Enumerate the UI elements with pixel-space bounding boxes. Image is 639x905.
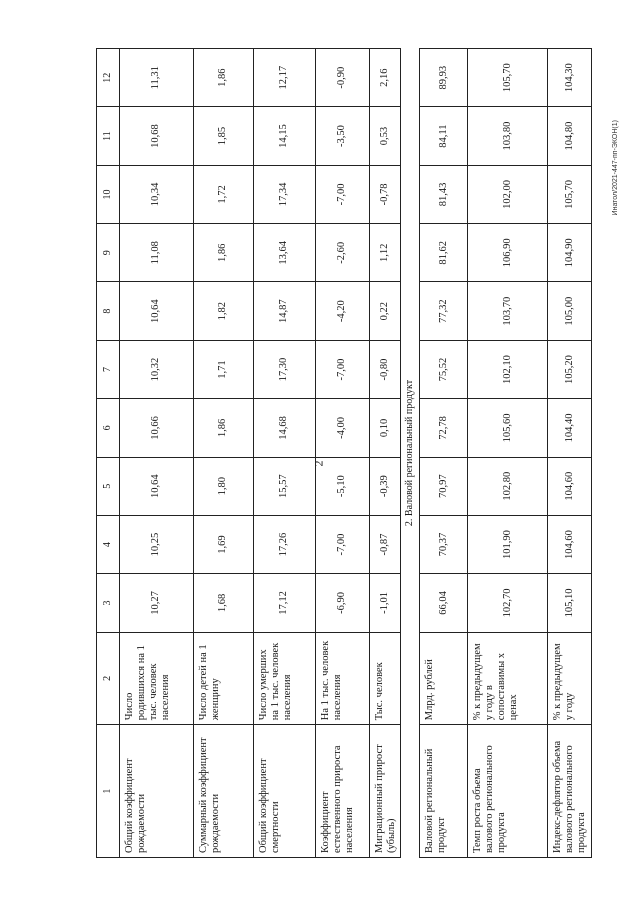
indicator-unit: % к предыдущем у году в сопоставимы х ценах — [468, 632, 548, 725]
value-cell: 10,64 — [120, 282, 194, 340]
table-header-row — [97, 49, 120, 858]
value-cell: -7,00 — [316, 165, 370, 223]
value-cell: 72,78 — [420, 399, 468, 457]
section-title-row — [401, 49, 420, 858]
value-cell: -2,60 — [316, 224, 370, 282]
header-cell: 7 — [97, 340, 120, 398]
indicator-unit: Млрд. рублей — [420, 632, 468, 725]
value-cell: 104,80 — [548, 107, 592, 165]
value-cell: 104,30 — [548, 49, 592, 107]
header-cell: 1 — [97, 725, 120, 858]
header-cell: 11 — [97, 107, 120, 165]
indicator-unit: Число умерших на 1 тыс. человек населения — [254, 632, 316, 725]
indicator-unit: На 1 тыс. человек населения — [316, 632, 370, 725]
table-row — [468, 49, 548, 858]
value-cell: 0,22 — [370, 282, 401, 340]
value-cell: -7,00 — [316, 515, 370, 573]
value-cell: 10,66 — [120, 399, 194, 457]
value-cell: 10,68 — [120, 107, 194, 165]
value-cell: 66,04 — [420, 574, 468, 632]
value-cell: 104,90 — [548, 224, 592, 282]
indicator-name: Валовой региональный продукт — [420, 725, 468, 858]
header-cell: 10 — [97, 165, 120, 223]
value-cell: 105,00 — [548, 282, 592, 340]
table-row — [194, 49, 254, 858]
value-cell: 103,80 — [468, 107, 548, 165]
value-cell: 105,20 — [548, 340, 592, 398]
header-cell: 6 — [97, 399, 120, 457]
header-cell: 12 — [97, 49, 120, 107]
table-row — [370, 49, 401, 858]
value-cell: -0,39 — [370, 457, 401, 515]
value-cell: 105,60 — [468, 399, 548, 457]
value-cell: 17,12 — [254, 574, 316, 632]
value-cell: 102,10 — [468, 340, 548, 398]
value-cell: 15,57 — [254, 457, 316, 515]
header-cell: 4 — [97, 515, 120, 573]
value-cell: 13,64 — [254, 224, 316, 282]
value-cell: 10,34 — [120, 165, 194, 223]
value-cell: 1,68 — [194, 574, 254, 632]
value-cell: 106,90 — [468, 224, 548, 282]
value-cell: 17,30 — [254, 340, 316, 398]
value-cell: 1,86 — [194, 224, 254, 282]
indicator-name: Общий коэффициент рождаемости — [120, 725, 194, 858]
value-cell: 101,90 — [468, 515, 548, 573]
header-cell: 2 — [97, 632, 120, 725]
value-cell: 1,86 — [194, 399, 254, 457]
value-cell: 1,80 — [194, 457, 254, 515]
indicator-unit: % к предыдущем у году — [548, 632, 592, 725]
value-cell: 105,70 — [548, 165, 592, 223]
value-cell: 0,10 — [370, 399, 401, 457]
value-cell: 89,93 — [420, 49, 468, 107]
value-cell: 77,32 — [420, 282, 468, 340]
value-cell: 1,12 — [370, 224, 401, 282]
value-cell: -7,00 — [316, 340, 370, 398]
value-cell: 1,85 — [194, 107, 254, 165]
table-row — [316, 49, 370, 858]
value-cell: 10,64 — [120, 457, 194, 515]
section-title: 2. Валовой региональный продукт — [401, 49, 420, 858]
indicators-table — [96, 48, 592, 858]
indicator-unit: Число детей на 1 женщину — [194, 632, 254, 725]
value-cell: 102,80 — [468, 457, 548, 515]
value-cell: 1,82 — [194, 282, 254, 340]
table-row — [420, 49, 468, 858]
indicator-name: Миграционный прирост (убыль) — [370, 725, 401, 858]
value-cell: 70,97 — [420, 457, 468, 515]
value-cell: 75,52 — [420, 340, 468, 398]
value-cell: 17,26 — [254, 515, 316, 573]
header-cell: 8 — [97, 282, 120, 340]
header-cell: 5 — [97, 457, 120, 515]
value-cell: 104,60 — [548, 515, 592, 573]
indicator-unit: Тыс. человек — [370, 632, 401, 725]
value-cell: 81,62 — [420, 224, 468, 282]
value-cell: 104,40 — [548, 399, 592, 457]
value-cell: -4,00 — [316, 399, 370, 457]
indicator-name: Коэффициент естественного прироста населения — [316, 725, 370, 858]
header-cell: 3 — [97, 574, 120, 632]
value-cell: 84,11 — [420, 107, 468, 165]
value-cell: 1,71 — [194, 340, 254, 398]
value-cell: 2,16 — [370, 49, 401, 107]
document-code: Инатол/2021-447-пп-ЭКОН(1) — [612, 120, 619, 216]
value-cell: -4,20 — [316, 282, 370, 340]
value-cell: -0,87 — [370, 515, 401, 573]
value-cell: 1,86 — [194, 49, 254, 107]
page-number: 2 — [311, 460, 326, 467]
value-cell: 12,17 — [254, 49, 316, 107]
value-cell: 103,70 — [468, 282, 548, 340]
value-cell: -3,50 — [316, 107, 370, 165]
value-cell: 104,60 — [548, 457, 592, 515]
value-cell: 0,53 — [370, 107, 401, 165]
value-cell: 105,70 — [468, 49, 548, 107]
value-cell: -0,90 — [316, 49, 370, 107]
value-cell: 102,70 — [468, 574, 548, 632]
value-cell: 17,34 — [254, 165, 316, 223]
indicator-name: Индекс-дефлятор объема валового регионального продукта — [548, 725, 592, 858]
value-cell: -1,01 — [370, 574, 401, 632]
rotated-table-container — [96, 48, 588, 858]
value-cell: 14,87 — [254, 282, 316, 340]
value-cell: -0,78 — [370, 165, 401, 223]
value-cell: 14,15 — [254, 107, 316, 165]
value-cell: 1,69 — [194, 515, 254, 573]
value-cell: 14,68 — [254, 399, 316, 457]
value-cell: 10,25 — [120, 515, 194, 573]
indicator-name: Общий коэффициент смертности — [254, 725, 316, 858]
value-cell: -5,10 — [316, 457, 370, 515]
indicator-name: Суммарный коэффициент рождаемости — [194, 725, 254, 858]
value-cell: 102,00 — [468, 165, 548, 223]
value-cell: 81,43 — [420, 165, 468, 223]
value-cell: -0,80 — [370, 340, 401, 398]
header-cell: 9 — [97, 224, 120, 282]
table-row — [254, 49, 316, 858]
value-cell: 10,27 — [120, 574, 194, 632]
value-cell: 11,31 — [120, 49, 194, 107]
value-cell: 70,37 — [420, 515, 468, 573]
indicator-name: Темп роста объема валового регионального продукта — [468, 725, 548, 858]
value-cell: 11,08 — [120, 224, 194, 282]
indicator-unit: Число родившихся на 1 тыс. человек населения — [120, 632, 194, 725]
table-row — [120, 49, 194, 858]
value-cell: -6,90 — [316, 574, 370, 632]
value-cell: 10,32 — [120, 340, 194, 398]
table-row — [548, 49, 592, 858]
value-cell: 1,72 — [194, 165, 254, 223]
value-cell: 105,10 — [548, 574, 592, 632]
